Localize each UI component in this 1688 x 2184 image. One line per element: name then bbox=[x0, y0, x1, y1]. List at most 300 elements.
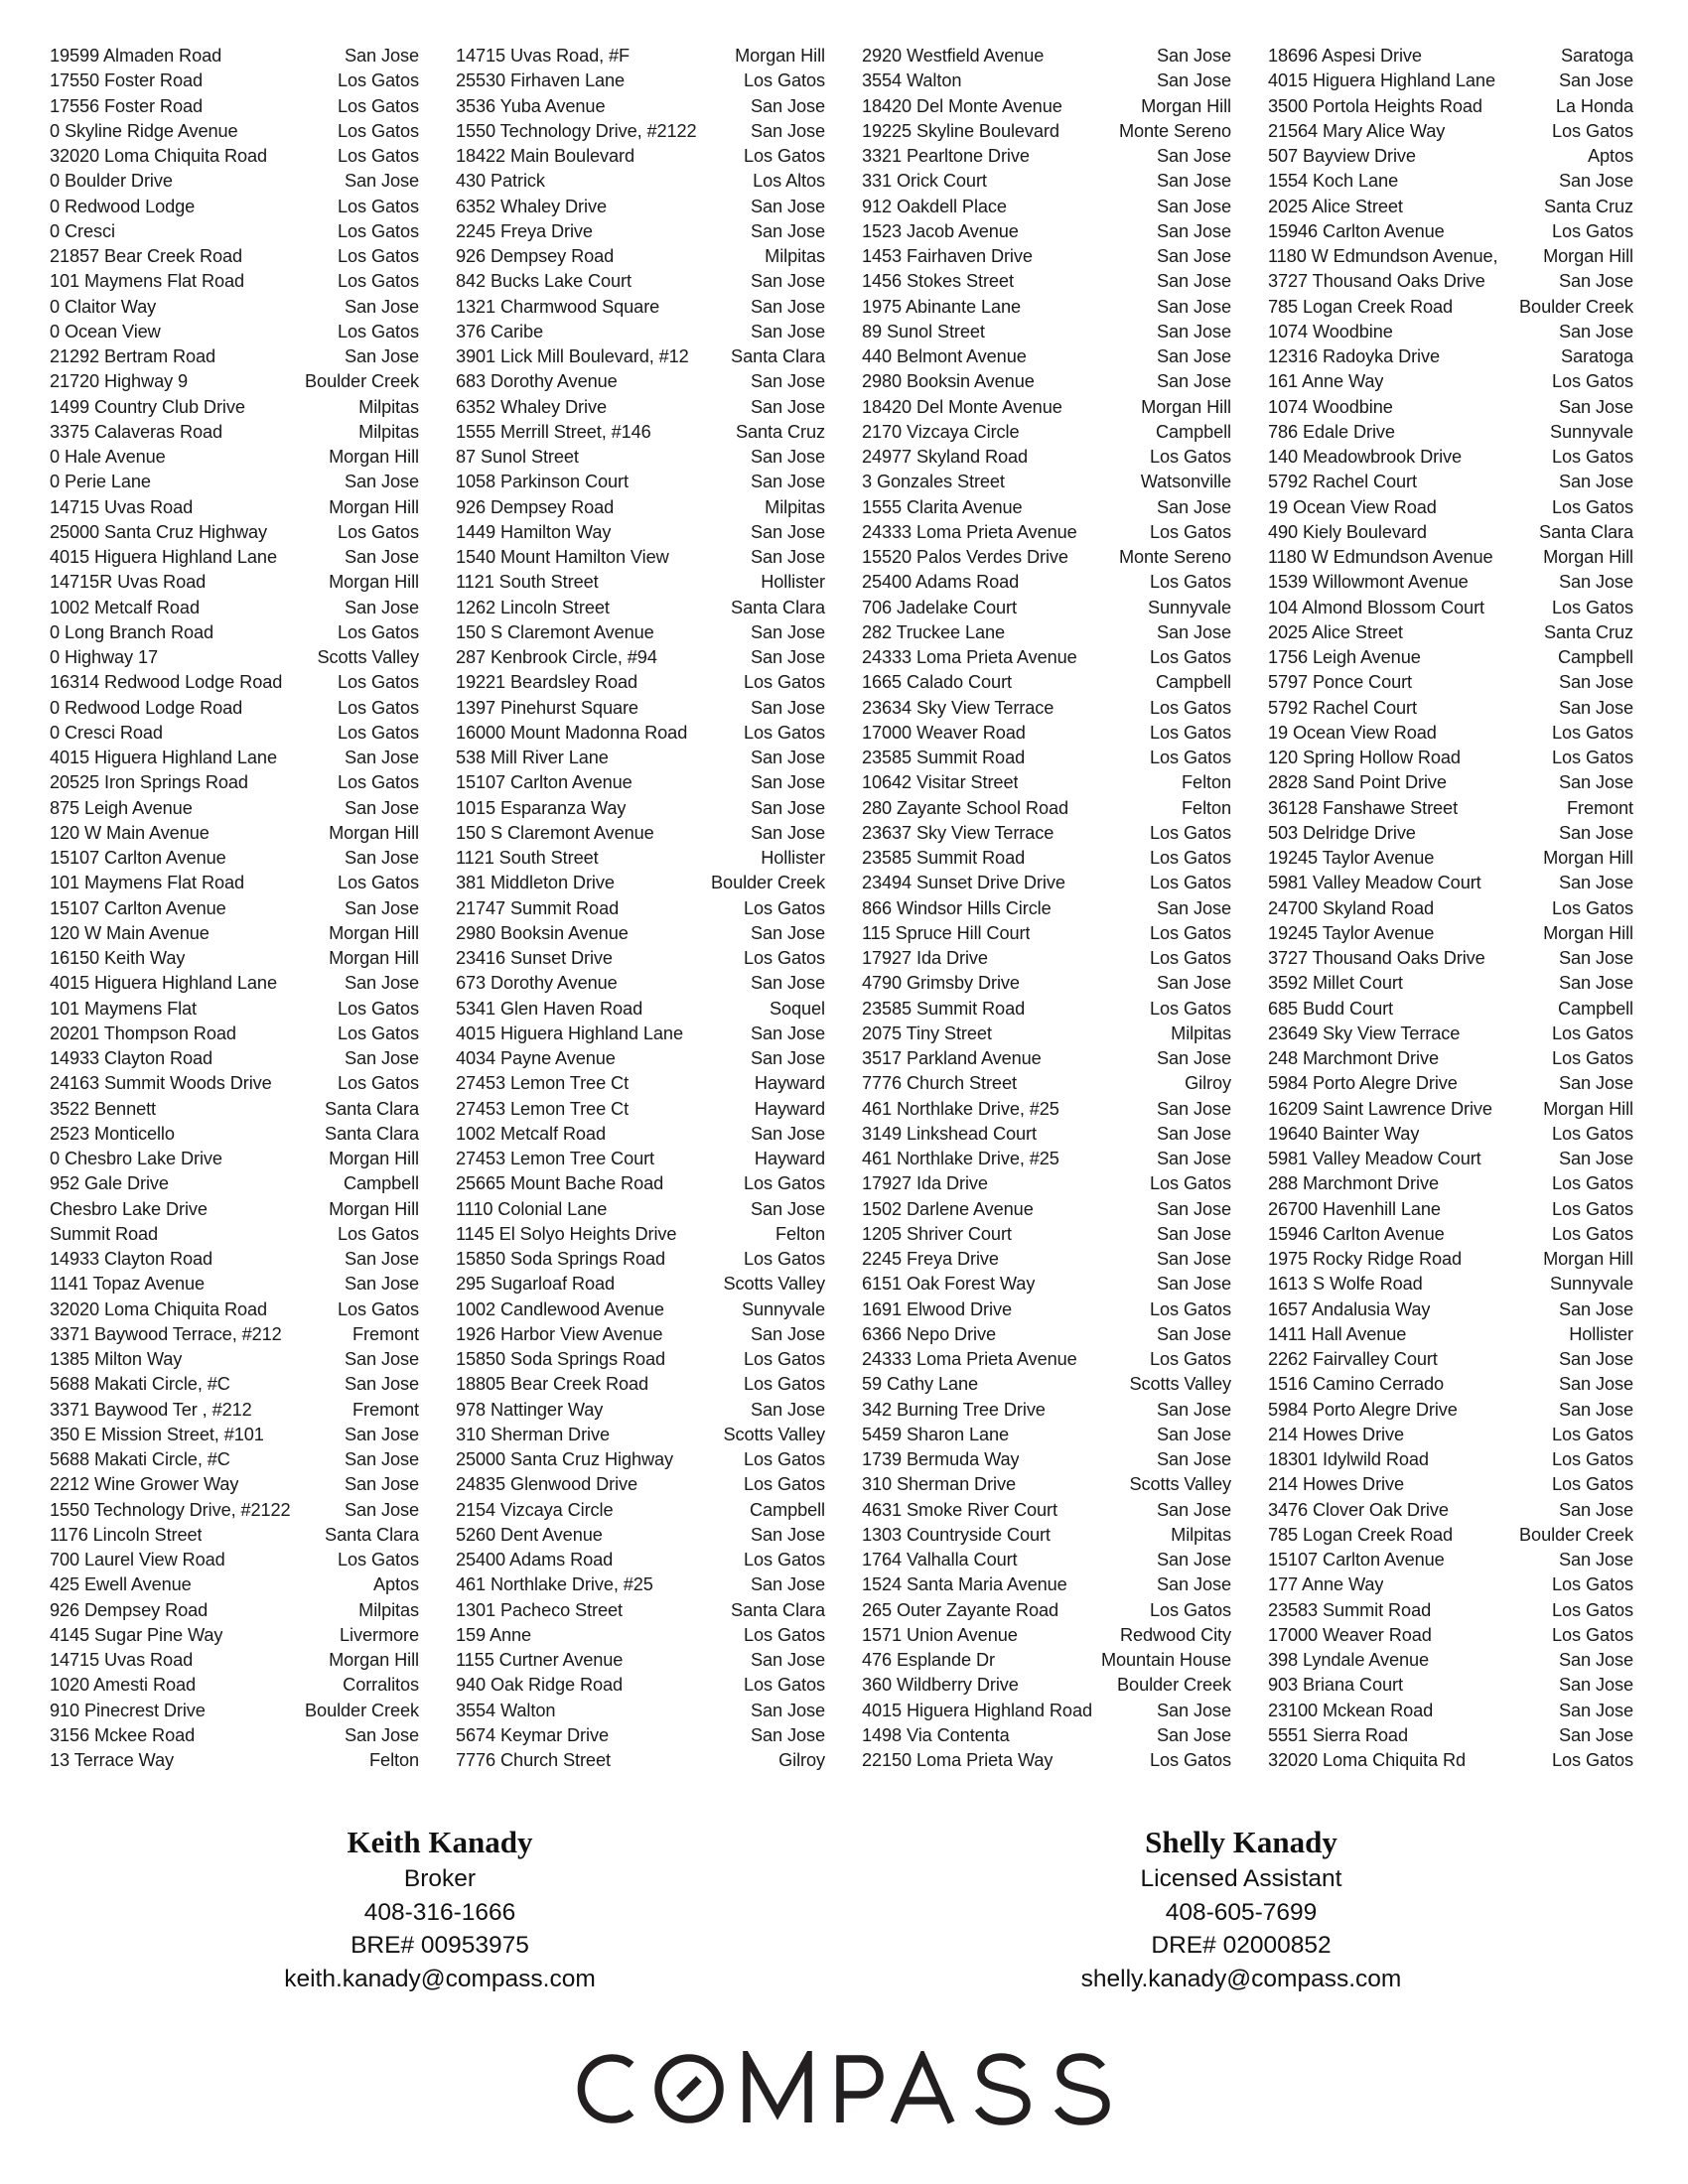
list-item bbox=[50, 1699, 419, 1723]
property-city: Gilroy bbox=[1185, 1073, 1231, 1094]
property-address: Chesbro Lake Drive bbox=[50, 1198, 208, 1219]
property-address: 13 Terrace Way bbox=[50, 1750, 174, 1770]
property-city: San Jose bbox=[1156, 1098, 1231, 1119]
property-address: 910 Pinecrest Drive bbox=[50, 1700, 206, 1720]
property-address: Summit Road bbox=[50, 1223, 159, 1244]
list-item bbox=[1268, 1523, 1633, 1548]
property-city: Boulder Creek bbox=[1519, 1524, 1633, 1545]
property-city: Los Gatos bbox=[1551, 1123, 1633, 1144]
list-item bbox=[456, 796, 825, 821]
property-city: San Jose bbox=[1156, 496, 1231, 517]
list-item bbox=[456, 169, 825, 194]
property-city: San Jose bbox=[1156, 1449, 1231, 1469]
property-address: 4015 Higuera Highland Lane bbox=[50, 547, 277, 567]
property-address: 23585 Summit Road bbox=[862, 748, 1026, 767]
property-city: Hollister bbox=[761, 572, 825, 593]
property-address: 1523 Jacob Avenue bbox=[862, 220, 1019, 241]
property-address: 4015 Higuera Highland Lane bbox=[1268, 70, 1495, 91]
property-city: Los Gatos bbox=[743, 1624, 825, 1645]
property-city: Los Gatos bbox=[337, 70, 419, 91]
property-city: Santa Clara bbox=[731, 597, 825, 617]
property-city: Los Gatos bbox=[743, 672, 825, 693]
list-item bbox=[862, 1046, 1231, 1071]
list-item bbox=[862, 520, 1231, 545]
list-item bbox=[1268, 244, 1633, 269]
property-address: 310 Sherman Drive bbox=[862, 1474, 1016, 1495]
property-address: 2523 Monticello bbox=[50, 1123, 175, 1144]
list-item bbox=[50, 1472, 419, 1497]
property-address: 5981 Valley Meadow Court bbox=[1268, 1149, 1481, 1168]
list-item bbox=[862, 1523, 1231, 1548]
property-city: Los Gatos bbox=[743, 948, 825, 968]
property-city: Los Gatos bbox=[337, 220, 419, 241]
property-city: Los Gatos bbox=[743, 1249, 825, 1269]
property-city: San Jose bbox=[344, 1274, 419, 1295]
property-address: 0 Cresci bbox=[50, 220, 115, 241]
list-item bbox=[862, 1673, 1231, 1698]
list-item bbox=[862, 796, 1231, 821]
property-city: San Jose bbox=[1156, 346, 1231, 366]
property-city: Fremont bbox=[1566, 797, 1633, 818]
property-address: 2980 Booksin Avenue bbox=[456, 922, 629, 943]
list-item bbox=[456, 295, 825, 320]
property-city: San Jose bbox=[1156, 621, 1231, 642]
agent-email[interactable]: keith.kanady@compass.com bbox=[284, 1965, 596, 1992]
property-address: 16000 Mount Madonna Road bbox=[456, 722, 688, 743]
agent-title: Licensed Assistant bbox=[1140, 1865, 1342, 1892]
property-address: 1141 Topaz Avenue bbox=[50, 1274, 206, 1295]
property-address: 19640 Bainter Way bbox=[1268, 1123, 1420, 1144]
property-address: 19221 Beardsley Road bbox=[456, 672, 638, 693]
list-item bbox=[50, 369, 419, 394]
property-city: San Jose bbox=[1558, 396, 1633, 417]
property-city: San Jose bbox=[344, 748, 419, 767]
agent-phone[interactable]: 408-605-7699 bbox=[1165, 1898, 1318, 1926]
property-city: Los Gatos bbox=[1551, 120, 1633, 141]
property-address: 18696 Aspesi Drive bbox=[1268, 46, 1422, 66]
property-address: 1502 Darlene Avenue bbox=[862, 1198, 1034, 1219]
property-address: 1550 Technology Drive, #2122 bbox=[456, 120, 697, 141]
list-item bbox=[862, 1322, 1231, 1347]
agent-title: Broker bbox=[403, 1865, 477, 1892]
list-item bbox=[50, 1623, 419, 1648]
list-item bbox=[1268, 1623, 1633, 1648]
list-item bbox=[1268, 1046, 1633, 1071]
property-city: San Jose bbox=[750, 95, 825, 116]
list-item bbox=[1268, 997, 1633, 1022]
list-item bbox=[50, 896, 419, 921]
property-address: 785 Logan Creek Road bbox=[1268, 296, 1454, 317]
property-address: 150 S Claremont Avenue bbox=[456, 621, 654, 642]
property-address: 476 Esplande Dr bbox=[862, 1650, 995, 1670]
list-item bbox=[862, 1171, 1231, 1196]
list-item bbox=[456, 1372, 825, 1397]
property-address: 1145 El Solyo Heights Drive bbox=[456, 1223, 677, 1244]
property-address: 26700 Havenhill Lane bbox=[1268, 1198, 1441, 1219]
agent-card-keith bbox=[221, 1823, 658, 1995]
property-city: Corralitos bbox=[343, 1675, 419, 1696]
property-city: Los Gatos bbox=[337, 722, 419, 743]
property-city: San Jose bbox=[1558, 1374, 1633, 1395]
property-city: San Jose bbox=[750, 196, 825, 216]
property-address: 120 W Main Avenue bbox=[50, 822, 210, 843]
property-address: 17927 Ida Drive bbox=[862, 1173, 988, 1194]
property-address: 7776 Church Street bbox=[456, 1750, 611, 1770]
property-city: San Jose bbox=[344, 1474, 419, 1495]
list-item bbox=[1268, 871, 1633, 895]
list-item bbox=[456, 1222, 825, 1247]
list-item bbox=[862, 1372, 1231, 1397]
property-city: San Jose bbox=[750, 371, 825, 392]
list-item bbox=[862, 495, 1231, 520]
property-address: 5984 Porto Alegre Drive bbox=[1268, 1073, 1458, 1094]
property-address: 1205 Shriver Court bbox=[862, 1223, 1012, 1244]
property-city: Los Gatos bbox=[337, 1550, 419, 1570]
property-city: Los Gatos bbox=[1149, 1173, 1231, 1194]
property-address: 4015 Higuera Highland Lane bbox=[50, 748, 277, 767]
property-address: 23583 Summit Road bbox=[1268, 1599, 1432, 1620]
property-city: Saratoga bbox=[1560, 46, 1633, 66]
property-city: Santa Clara bbox=[325, 1098, 419, 1119]
list-item bbox=[50, 1398, 419, 1423]
list-item bbox=[50, 670, 419, 695]
list-item bbox=[50, 320, 419, 344]
property-address: 926 Dempsey Road bbox=[456, 246, 615, 266]
property-address: 32020 Loma Chiquita Rd bbox=[1268, 1750, 1467, 1770]
list-item bbox=[456, 195, 825, 219]
property-address: 875 Leigh Avenue bbox=[50, 797, 193, 818]
list-item bbox=[862, 1548, 1231, 1572]
property-address: 3522 Bennett bbox=[50, 1098, 157, 1119]
list-item bbox=[862, 195, 1231, 219]
property-city: San Jose bbox=[750, 1700, 825, 1720]
list-item bbox=[50, 1673, 419, 1698]
property-address: 1015 Esparanza Way bbox=[456, 797, 627, 818]
agent-name: Shelly Kanady bbox=[1145, 1825, 1337, 1859]
property-address: 5688 Makati Circle, #C bbox=[50, 1374, 230, 1395]
property-city: Santa Clara bbox=[325, 1524, 419, 1545]
property-city: San Jose bbox=[1558, 1349, 1633, 1369]
property-address: 1020 Amesti Road bbox=[50, 1675, 197, 1696]
property-city: San Jose bbox=[1156, 973, 1231, 994]
property-city: San Jose bbox=[344, 1724, 419, 1745]
property-address: 3156 Mckee Road bbox=[50, 1724, 196, 1745]
property-city: San Jose bbox=[1156, 897, 1231, 918]
property-city: San Jose bbox=[1558, 1149, 1633, 1168]
list-item bbox=[862, 871, 1231, 895]
property-address: 21747 Summit Road bbox=[456, 897, 620, 918]
property-city: San Jose bbox=[1558, 1675, 1633, 1696]
property-address: 0 Redwood Lodge bbox=[50, 196, 196, 216]
list-item bbox=[862, 369, 1231, 394]
agent-email[interactable]: shelly.kanady@compass.com bbox=[1080, 1965, 1402, 1992]
property-city: Sunnyvale bbox=[741, 1298, 825, 1319]
property-city: Morgan Hill bbox=[1543, 1249, 1633, 1269]
list-item bbox=[862, 545, 1231, 570]
list-item bbox=[50, 1322, 419, 1347]
list-item bbox=[456, 1673, 825, 1698]
property-city: Los Gatos bbox=[1551, 1048, 1633, 1068]
property-city: San Jose bbox=[750, 1574, 825, 1595]
property-city: San Jose bbox=[750, 296, 825, 317]
list-item bbox=[862, 1572, 1231, 1597]
list-item bbox=[862, 645, 1231, 670]
list-item bbox=[50, 570, 419, 595]
property-city: San Jose bbox=[1558, 1499, 1633, 1520]
property-city: San Jose bbox=[344, 973, 419, 994]
property-address: 17000 Weaver Road bbox=[862, 722, 1026, 743]
property-address: 3517 Parkland Avenue bbox=[862, 1048, 1042, 1068]
address-column-1 bbox=[50, 44, 419, 1773]
list-item bbox=[1268, 169, 1633, 194]
property-address: 4015 Higuera Highland Lane bbox=[456, 1023, 683, 1043]
list-item bbox=[456, 1598, 825, 1623]
property-city: Scotts Valley bbox=[317, 647, 419, 667]
property-address: 0 Hale Avenue bbox=[50, 447, 166, 467]
property-address: 16209 Saint Lawrence Drive bbox=[1268, 1098, 1492, 1119]
list-item bbox=[50, 620, 419, 645]
property-address: 25000 Santa Cruz Highway bbox=[50, 521, 268, 542]
property-address: 2262 Fairvalley Court bbox=[1268, 1349, 1438, 1369]
property-address: 350 E Mission Street, #101 bbox=[50, 1424, 264, 1444]
property-address: 14933 Clayton Road bbox=[50, 1249, 213, 1269]
property-city: Livermore bbox=[340, 1624, 419, 1645]
property-city: San Jose bbox=[1156, 1424, 1231, 1444]
property-address: 214 Howes Drive bbox=[1268, 1424, 1404, 1444]
property-address: 4034 Payne Avenue bbox=[456, 1048, 616, 1068]
list-item bbox=[50, 269, 419, 294]
property-city: Milpitas bbox=[358, 396, 419, 417]
list-item bbox=[50, 495, 419, 520]
property-address: 1926 Harbor View Avenue bbox=[456, 1323, 663, 1344]
property-address: 1397 Pinehurst Square bbox=[456, 697, 638, 718]
property-address: 1756 Leigh Avenue bbox=[1268, 647, 1421, 667]
property-city: San Jose bbox=[750, 1123, 825, 1144]
list-item bbox=[50, 997, 419, 1022]
property-address: 0 Ocean View bbox=[50, 321, 161, 341]
property-city: Scotts Valley bbox=[1129, 1374, 1231, 1395]
list-item bbox=[862, 219, 1231, 244]
property-address: 24977 Skyland Road bbox=[862, 447, 1029, 467]
property-address: 3901 Lick Mill Boulevard, #12 bbox=[456, 346, 689, 366]
property-city: Los Gatos bbox=[337, 772, 419, 793]
property-address: 25400 Adams Road bbox=[862, 572, 1020, 593]
property-address: 3554 Walton bbox=[862, 70, 962, 91]
property-address: 1180 W Edmundson Avenue, bbox=[1268, 246, 1498, 266]
list-item bbox=[1268, 1272, 1633, 1297]
property-address: 842 Bucks Lake Court bbox=[456, 271, 632, 292]
property-address: 12316 Radoyka Drive bbox=[1268, 346, 1441, 366]
property-city: Mountain House bbox=[1100, 1650, 1231, 1670]
property-city: Los Gatos bbox=[1149, 1599, 1231, 1620]
list-item bbox=[1268, 119, 1633, 144]
property-city: Los Gatos bbox=[1149, 822, 1231, 843]
list-item bbox=[1268, 470, 1633, 494]
property-city: Los Gatos bbox=[337, 621, 419, 642]
list-item bbox=[1268, 1648, 1633, 1673]
property-city: Los Gatos bbox=[1149, 572, 1231, 593]
property-address: 1764 Valhalla Court bbox=[862, 1550, 1018, 1570]
list-item bbox=[1268, 1498, 1633, 1523]
list-item bbox=[862, 295, 1231, 320]
property-city: San Jose bbox=[344, 1249, 419, 1269]
list-item bbox=[456, 1272, 825, 1297]
property-address: 17556 Foster Road bbox=[50, 95, 204, 116]
property-city: San Jose bbox=[344, 547, 419, 567]
property-address: 1540 Mount Hamilton View bbox=[456, 547, 669, 567]
property-address: 140 Meadowbrook Drive bbox=[1268, 447, 1463, 467]
list-item bbox=[50, 244, 419, 269]
list-item bbox=[50, 596, 419, 620]
list-item bbox=[862, 144, 1231, 169]
list-item bbox=[50, 68, 419, 93]
property-city: Sunnyvale bbox=[1549, 421, 1633, 442]
property-city: Los Gatos bbox=[337, 697, 419, 718]
property-address: 21564 Mary Alice Way bbox=[1268, 120, 1446, 141]
property-address: 101 Maymens Flat Road bbox=[50, 873, 245, 893]
list-item bbox=[456, 369, 825, 394]
list-item bbox=[862, 770, 1231, 795]
property-address: 18301 Idylwild Road bbox=[1268, 1449, 1429, 1469]
property-address: 248 Marchmont Drive bbox=[1268, 1048, 1439, 1068]
property-city: San Jose bbox=[1156, 171, 1231, 192]
property-address: 16314 Redwood Lodge Road bbox=[50, 672, 283, 693]
property-city: San Jose bbox=[1558, 1550, 1633, 1570]
property-city: Los Gatos bbox=[743, 1474, 825, 1495]
property-city: Campbell bbox=[1155, 672, 1231, 693]
list-item bbox=[1268, 596, 1633, 620]
list-item bbox=[862, 44, 1231, 68]
property-city: San Jose bbox=[344, 797, 419, 818]
property-address: 1321 Charmwood Square bbox=[456, 296, 660, 317]
property-city: San Jose bbox=[750, 120, 825, 141]
list-item bbox=[1268, 295, 1633, 320]
property-address: 17000 Weaver Road bbox=[1268, 1624, 1432, 1645]
property-address: 161 Anne Way bbox=[1268, 371, 1384, 392]
list-item bbox=[50, 1447, 419, 1472]
property-address: 19245 Taylor Avenue bbox=[1268, 848, 1435, 868]
agent-phone[interactable]: 408-316-1666 bbox=[363, 1898, 516, 1926]
list-item bbox=[456, 570, 825, 595]
list-item bbox=[456, 596, 825, 620]
list-item bbox=[1268, 645, 1633, 670]
list-item bbox=[1268, 971, 1633, 996]
list-item bbox=[50, 871, 419, 895]
list-item bbox=[456, 721, 825, 746]
property-address: 940 Oak Ridge Road bbox=[456, 1675, 624, 1696]
property-city: Milpitas bbox=[358, 421, 419, 442]
property-address: 1456 Stokes Street bbox=[862, 271, 1014, 292]
property-city: Monte Sereno bbox=[1118, 547, 1231, 567]
property-address: 1498 Via Contenta bbox=[862, 1724, 1010, 1745]
property-city: San Jose bbox=[1558, 1650, 1633, 1670]
list-item bbox=[50, 344, 419, 369]
property-city: Los Gatos bbox=[337, 1298, 419, 1319]
property-city: San Jose bbox=[344, 1349, 419, 1369]
list-item bbox=[862, 921, 1231, 946]
list-item bbox=[456, 746, 825, 770]
property-city: Los Gatos bbox=[743, 1349, 825, 1369]
list-item bbox=[50, 395, 419, 420]
property-address: 1074 Woodbine bbox=[1268, 321, 1393, 341]
property-city: San Jose bbox=[344, 1449, 419, 1469]
property-address: 295 Sugarloaf Road bbox=[456, 1274, 615, 1295]
property-city: Los Gatos bbox=[1149, 948, 1231, 968]
list-item bbox=[862, 1423, 1231, 1447]
property-city: Soquel bbox=[769, 998, 825, 1019]
list-item bbox=[1268, 269, 1633, 294]
property-address: 23100 Mckean Road bbox=[1268, 1700, 1434, 1720]
property-city: Milpitas bbox=[765, 496, 825, 517]
property-address: 59 Cathy Lane bbox=[862, 1374, 979, 1395]
property-city: Los Gatos bbox=[1149, 748, 1231, 767]
property-address: 32020 Loma Chiquita Road bbox=[50, 1298, 268, 1319]
property-city: San Jose bbox=[344, 597, 419, 617]
property-address: 25530 Firhaven Lane bbox=[456, 70, 626, 91]
property-city: Los Gatos bbox=[337, 95, 419, 116]
list-item bbox=[1268, 1723, 1633, 1748]
property-address: 23649 Sky View Terrace bbox=[1268, 1023, 1461, 1043]
property-address: 2212 Wine Grower Way bbox=[50, 1474, 239, 1495]
list-item bbox=[456, 269, 825, 294]
property-address: 21857 Bear Creek Road bbox=[50, 246, 243, 266]
list-item bbox=[862, 445, 1231, 470]
list-item bbox=[50, 94, 419, 119]
list-item bbox=[456, 144, 825, 169]
property-city: Morgan Hill bbox=[1141, 396, 1231, 417]
property-address: 18420 Del Monte Avenue bbox=[862, 95, 1062, 116]
property-address: 5797 Ponce Court bbox=[1268, 672, 1413, 693]
list-item bbox=[862, 1222, 1231, 1247]
property-city: Los Gatos bbox=[1551, 597, 1633, 617]
list-item bbox=[1268, 1748, 1633, 1773]
property-address: 15520 Palos Verdes Drive bbox=[862, 547, 1068, 567]
list-item bbox=[456, 1398, 825, 1423]
property-city: Aptos bbox=[372, 1574, 419, 1595]
property-city: San Jose bbox=[750, 1524, 825, 1545]
agent-contacts bbox=[0, 1823, 1688, 2001]
property-city: Saratoga bbox=[1560, 346, 1633, 366]
property-city: Los Gatos bbox=[1551, 447, 1633, 467]
property-city: Los Gatos bbox=[337, 196, 419, 216]
property-address: 1657 Andalusia Way bbox=[1268, 1298, 1431, 1319]
property-address: 1176 Lincoln Street bbox=[50, 1524, 203, 1545]
property-city: Hayward bbox=[754, 1149, 825, 1168]
property-city: Boulder Creek bbox=[305, 371, 419, 392]
property-address: 1516 Camino Cerrado bbox=[1268, 1374, 1445, 1395]
property-city: Fremont bbox=[352, 1399, 419, 1420]
property-city: Morgan Hill bbox=[1543, 848, 1633, 868]
property-address: 5459 Sharon Lane bbox=[862, 1424, 1010, 1444]
list-item bbox=[862, 1472, 1231, 1497]
property-city: Felton bbox=[775, 1223, 825, 1244]
property-address: 360 Wildberry Drive bbox=[862, 1675, 1019, 1696]
agent-license: DRE# 02000852 bbox=[1151, 1932, 1332, 1959]
property-city: Morgan Hill bbox=[329, 1198, 419, 1219]
list-item bbox=[456, 244, 825, 269]
property-address: 2075 Tiny Street bbox=[862, 1023, 992, 1043]
list-item bbox=[456, 1247, 825, 1272]
list-item bbox=[862, 696, 1231, 721]
property-city: San Jose bbox=[344, 1048, 419, 1068]
list-item bbox=[456, 1022, 825, 1046]
list-item bbox=[1268, 696, 1633, 721]
list-item bbox=[50, 1723, 419, 1748]
property-city: Hayward bbox=[754, 1098, 825, 1119]
list-item bbox=[456, 1572, 825, 1597]
property-address: 1550 Technology Drive, #2122 bbox=[50, 1499, 291, 1520]
list-item bbox=[456, 520, 825, 545]
